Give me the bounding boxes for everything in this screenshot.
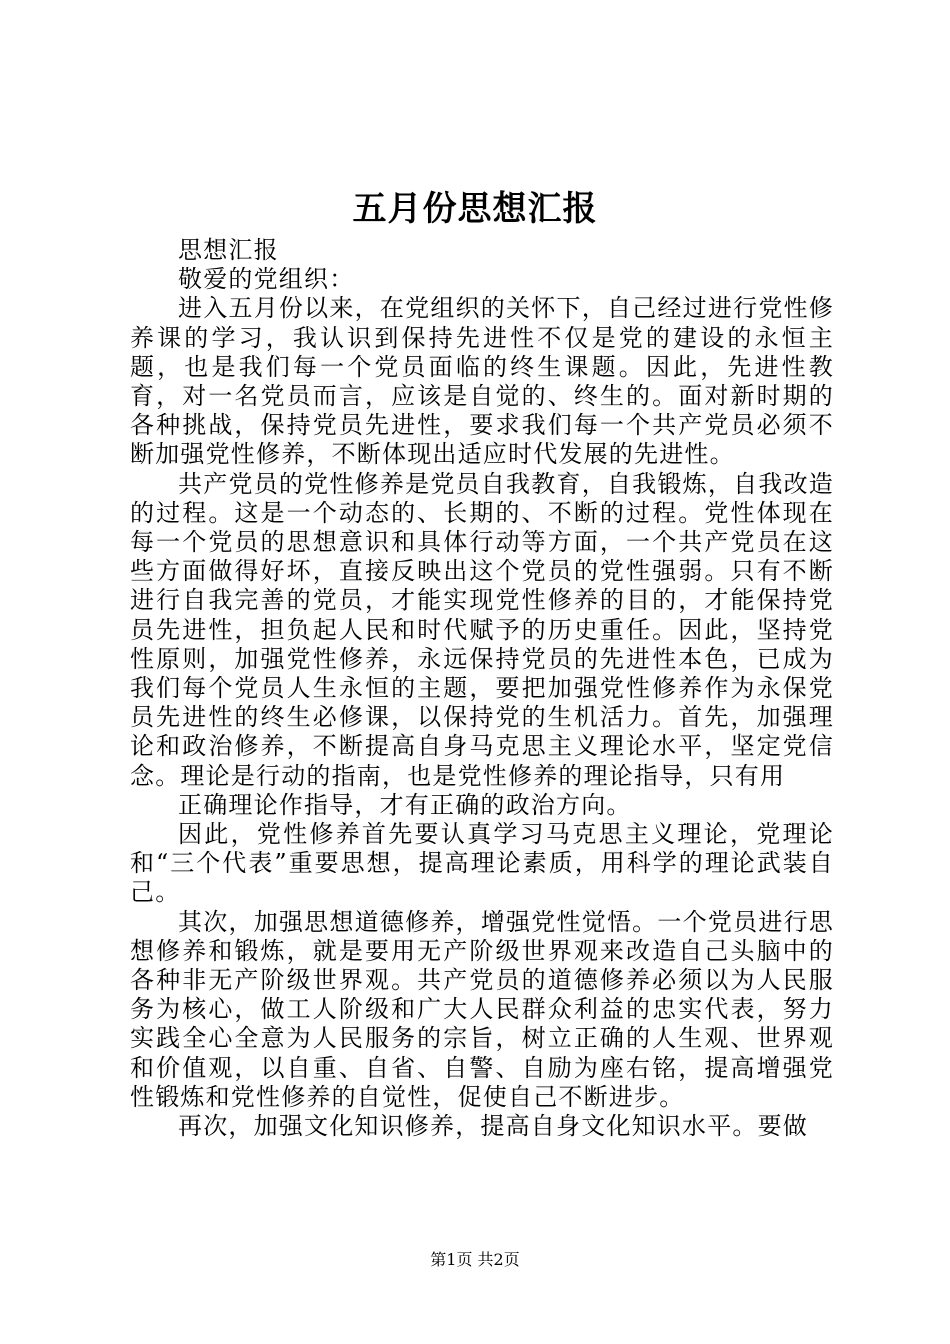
document-body <box>130 236 834 1141</box>
page-footer: 第1页 共2页 <box>430 1250 520 1269</box>
body-paragraph: 因此，党性修养首先要认真学习马克思主义理论，党理论和“三个代表”重要思想，提高理论素质，用科学的理论武装自己。 <box>130 820 834 907</box>
salutation: 敬爱的党组织： <box>178 265 355 294</box>
page-title: 五月份思想汇报 <box>352 189 598 229</box>
body-paragraph: 再次，加强文化知识修养，提高自身文化知识水平。要做 <box>178 1112 808 1141</box>
body-paragraph: 正确理论作指导，才有正确的政治方向。 <box>178 790 632 819</box>
body-paragraph: 其次，加强思想道德修养，增强党性觉悟。一个党员进行思想修养和锻炼，就是要用无产阶级世界观来改造自己头脑中的各种非无产阶级世界观。共产党员的道德修养必须以为人民服务为核心，做工人阶级和广大人民群众利益的忠实代表，努力实践全心全意为人民服务的宗旨，树立正确的人生观、世界观和价值观，以自重、自省、自警、自励为座右铭，提高增强党性锻炼和党性修养的自觉性，促使自己不断进步。 <box>130 907 834 1111</box>
salutation-heading: 思想汇报 <box>178 236 279 264</box>
body-paragraph: 共产党员的党性修养是党员自我教育，自我锻炼，自我改造的过程。这是一个动态的、长期的、不断的过程。党性体现在每一个党员的思想意识和具体行动等方面，一个共产党员在这些方面做得好坏，直接反映出这个党员的党性强弱。只有不断进行自我完善的党员，才能实现党性修养的目的，才能保持党员先进性，担负起人民和时代赋予的历史重任。因此，坚持党性原则，加强党性修养，永远保持党员的先进性本色，已成为我们每个党员人生永恒的主题，要把加强党性修养作为永保党员先进性的终生必修课，以保持党的生机活力。首先，加强理论和政治修养，不断提高自身马克思主义理论水平，坚定党信念。理论是行动的指南，也是党性修养的理论指导，只有用 <box>130 469 834 790</box>
body-paragraph: 进入五月份以来，在党组织的关怀下，自己经过进行党性修养课的学习，我认识到保持先进性不仅是党的建设的永恒主题，也是我们每一个党员面临的终生课题。因此，先进性教育，对一名党员而言，应该是自觉的、终生的。面对新时期的各种挑战，保持党员先进性，要求我们每一个共产党员必须不断加强党性修养，不断体现出适应时代发展的先进性。 <box>130 294 834 469</box>
